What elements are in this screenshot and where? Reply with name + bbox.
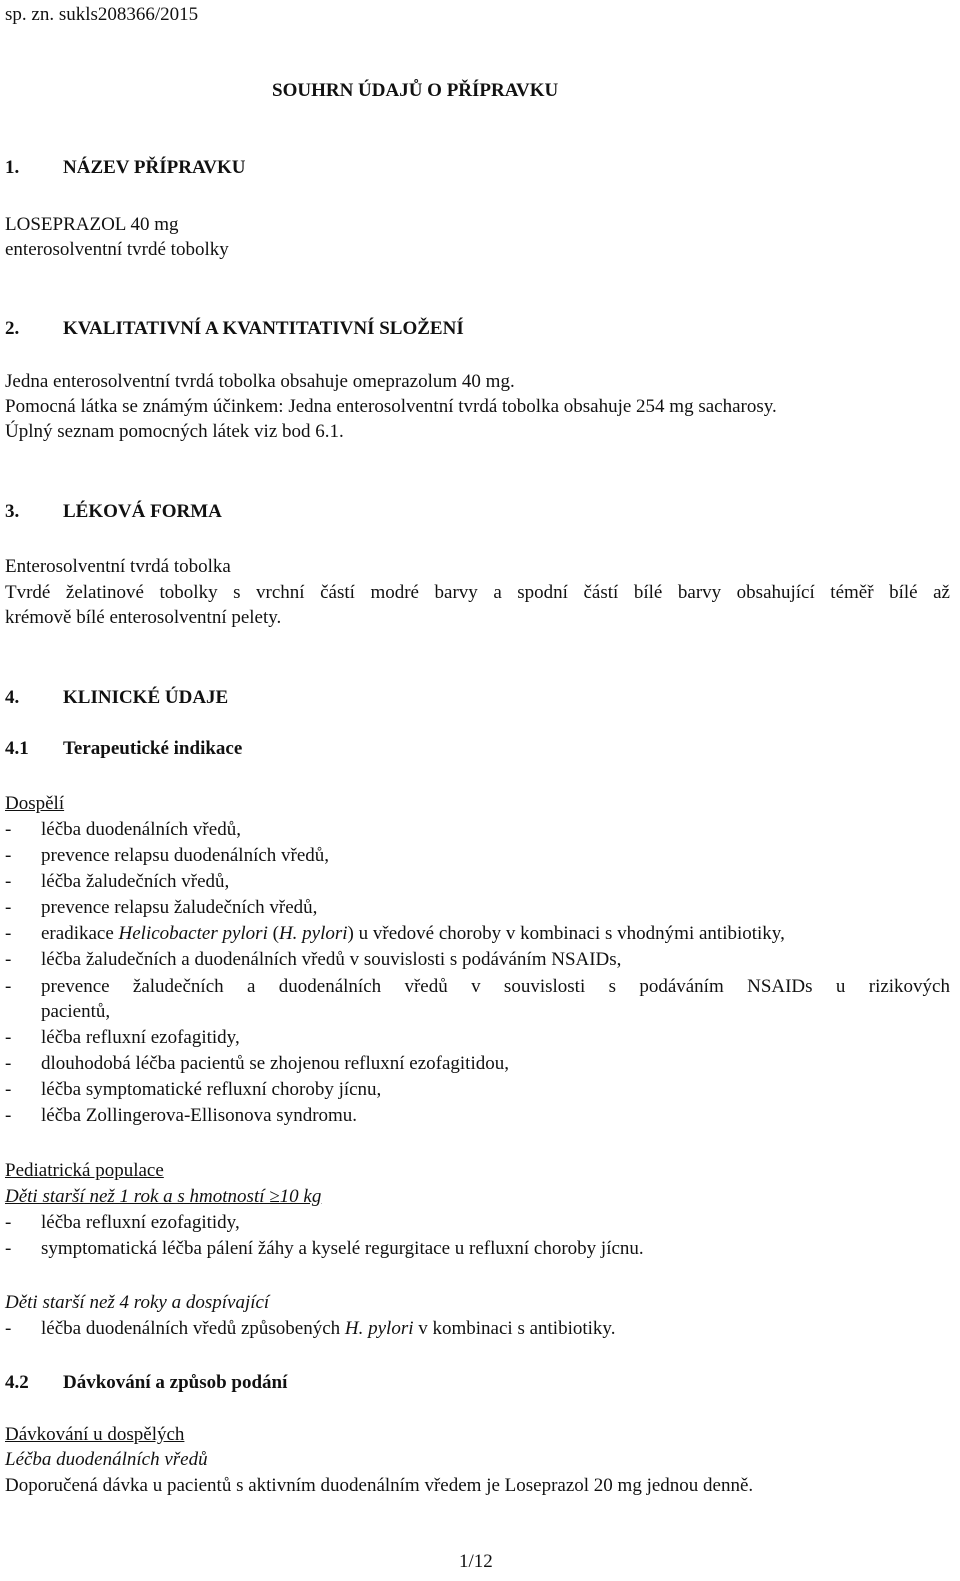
section-number: 1. — [5, 157, 20, 178]
section-4-1-heading — [5, 736, 242, 761]
section-title: KLINICKÉ ÚDAJE — [63, 687, 229, 708]
list-item: - prevence relapsu duodenálních vředů, — [5, 845, 330, 866]
list-item-cont: pacientů, — [41, 1001, 111, 1022]
section-number: 4.1 — [5, 738, 29, 759]
list-item: - léčba žaludečních a duodenálních vředů v souvislosti s podáváním NSAIDs, — [5, 949, 622, 970]
form-description: Tvrdé želatinové tobolky s vrchní částí modré barvy a spodní částí bílé barvy obsahující téměř bílé až — [5, 582, 950, 603]
list-item: - léčba symptomatické refluxní choroby jícnu, — [5, 1079, 382, 1100]
list-item: - prevence žaludečních a duodenálních vředů v souvislosti s podáváním NSAIDs u rizikových — [5, 976, 950, 997]
list-item: - léčba refluxní ezofagitidy, — [5, 1212, 240, 1233]
list-item: - dlouhodobá léčba pacientů se zhojenou refluxní ezofagitidou, — [5, 1053, 509, 1074]
list-item: - léčba duodenálních vředů způsobených H. pylori v kombinaci s antibiotiky. — [5, 1318, 616, 1339]
pediatric-label: Pediatrická populace — [5, 1160, 164, 1181]
section-title: NÁZEV PŘÍPRAVKU — [63, 157, 246, 178]
list-item: - léčba refluxní ezofagitidy, — [5, 1027, 240, 1048]
children-4-label: Děti starší než 4 roky a dospívající — [5, 1292, 270, 1313]
dosage-adults-label: Dávkování u dospělých — [5, 1424, 185, 1445]
list-item: - symptomatická léčba pálení žáhy a kyselé regurgitace u refluxní choroby jícnu. — [5, 1238, 644, 1259]
section-number: 3. — [5, 501, 20, 522]
dosage-sub-label: Léčba duodenálních vředů — [5, 1449, 208, 1470]
children-1-label: Děti starší než 1 rok a s hmotností ≥10 kg — [5, 1186, 322, 1207]
composition-line: Pomocná látka se známým účinkem: Jedna enterosolventní tvrdá tobolka obsahuje 254 mg sacharosy. — [5, 396, 777, 417]
section-2-heading — [5, 316, 464, 341]
list-item: - léčba žaludečních vředů, — [5, 871, 230, 892]
composition-line: Úplný seznam pomocných látek viz bod 6.1. — [5, 421, 344, 442]
product-name: LOSEPRAZOL 40 mg — [5, 214, 179, 235]
section-4-2-heading — [5, 1370, 287, 1395]
list-item: - eradikace Helicobacter pylori (H. pylori) u vředové choroby v kombinaci s vhodnými antibiotiky, — [5, 923, 785, 944]
section-title: Dávkování a způsob podání — [63, 1372, 288, 1393]
section-title: Terapeutické indikace — [63, 738, 243, 759]
list-item: - léčba Zollingerova-Ellisonova syndromu. — [5, 1105, 358, 1126]
composition-line: Jedna enterosolventní tvrdá tobolka obsahuje omeprazolum 40 mg. — [5, 371, 515, 392]
product-form: enterosolventní tvrdé tobolky — [5, 239, 229, 260]
section-number: 2. — [5, 318, 20, 339]
document-title: SOUHRN ÚDAJŮ O PŘÍPRAVKU — [272, 80, 559, 101]
section-title: LÉKOVÁ FORMA — [63, 501, 222, 522]
dosage-text: Doporučená dávka u pacientů s aktivním duodenálním vředem je Loseprazol 20 mg jednou denně. — [5, 1475, 754, 1496]
section-title: KVALITATIVNÍ A KVANTITATIVNÍ SLOŽENÍ — [63, 318, 464, 339]
adults-label: Dospělí — [5, 793, 65, 814]
section-1-heading — [5, 155, 245, 180]
section-number: 4. — [5, 687, 20, 708]
form-description-cont: krémově bílé enterosolventní pelety. — [5, 607, 282, 628]
section-number: 4.2 — [5, 1372, 29, 1393]
section-4-heading — [5, 685, 228, 710]
list-item: - prevence relapsu žaludečních vředů, — [5, 897, 318, 918]
list-item: - léčba duodenálních vředů, — [5, 819, 241, 840]
form-line: Enterosolventní tvrdá tobolka — [5, 556, 231, 577]
page-number: 1/12 — [459, 1551, 493, 1572]
document-reference: sp. zn. sukls208366/2015 — [5, 4, 199, 25]
section-3-heading — [5, 499, 222, 524]
